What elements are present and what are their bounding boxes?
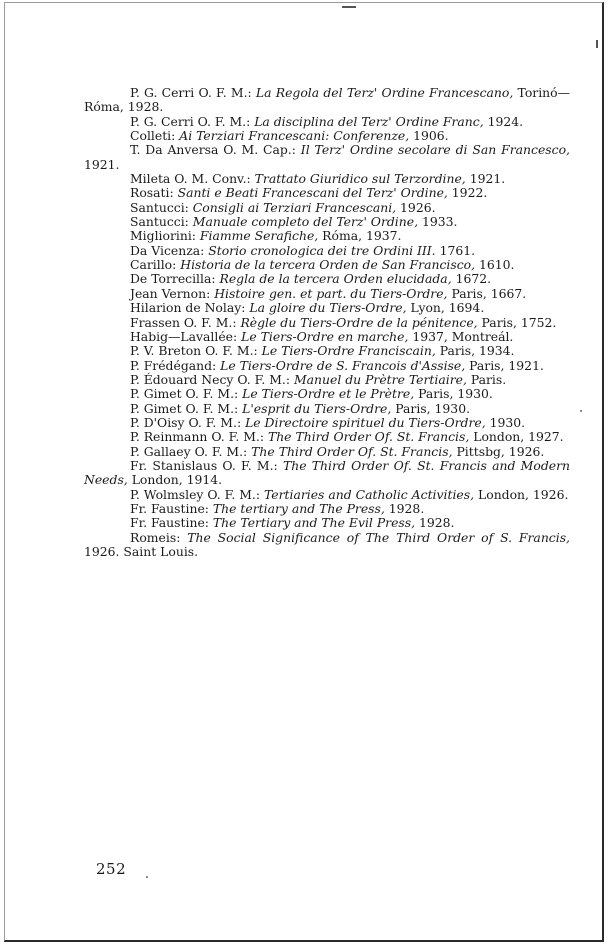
entry-title: Santi e Beati Francescani del Terz' Ordine, — [177, 185, 448, 201]
entry-author: Colleti: — [130, 128, 180, 144]
entry-title: The tertiary and The Press, — [212, 500, 385, 516]
entry-title: Ai Terziari Francescani: Conferenze, — [179, 128, 410, 144]
entry-author: Carillo: — [130, 257, 181, 273]
entry-publication: London, 1926. — [474, 486, 569, 502]
entry-author: Frassen O. F. M.: — [130, 314, 241, 330]
bibliography-entry — [84, 531, 570, 560]
entry-publication: 1921. — [465, 171, 506, 187]
entry-title: The Third Order Of. St. Francis and Modern Needs, — [84, 457, 570, 488]
entry-publication: 1933. — [418, 214, 458, 230]
entry-publication: Paris, 1752. — [477, 314, 557, 330]
bibliography-entry — [84, 287, 570, 301]
entry-publication: Pittsbg, 1926. — [452, 443, 545, 459]
scan-mark — [596, 40, 598, 48]
entry-author: Jean Vernon: — [130, 285, 215, 301]
bibliography-entry — [84, 445, 570, 459]
entry-author: P. Gimet O. F. M.: — [130, 386, 243, 402]
entry-publication: Paris. — [466, 371, 507, 387]
entry-title: Consigli ai Terziari Francescani, — [192, 199, 397, 215]
entry-title: Le Directoire spirituel du Tiers-Ordre, — [245, 414, 486, 430]
scan-speck — [580, 410, 582, 412]
bibliography-entry — [84, 402, 570, 416]
bibliography-entry — [84, 186, 570, 200]
bibliography-entry — [84, 516, 570, 530]
entry-author: Fr. Faustine: — [130, 515, 213, 531]
bibliography-entry — [84, 86, 570, 115]
entry-title: Le Tiers-Ordre en marche, — [241, 328, 409, 344]
entry-publication: London, 1914. — [127, 472, 223, 488]
entry-publication: 1926. Saint Louis. — [84, 544, 199, 559]
bibliography-entry — [84, 129, 570, 143]
entry-author: Habig—Lavallée: — [130, 328, 242, 344]
bibliography-entry — [84, 229, 570, 243]
entry-title: Règle du Tiers-Ordre de la pénitence, — [240, 314, 478, 330]
bibliography-entry — [84, 373, 570, 387]
entry-title: Trattato Giuridico sul Terzordine, — [254, 171, 466, 187]
entry-title: Le Tiers-Ordre de S. Francois d'Assise, — [220, 357, 466, 373]
entry-publication: Róma, 1937. — [318, 228, 402, 244]
entry-author: Hilarion de Nolay: — [130, 300, 250, 316]
bibliography-entry — [84, 488, 570, 502]
entry-author: P. Wolmsley O. F. M.: — [130, 486, 264, 502]
entry-title: La gloire du Tiers-Ordre, — [249, 300, 407, 316]
entry-title: L'esprit du Tiers-Ordre, — [242, 400, 392, 416]
entry-publication: 1922. — [447, 185, 488, 201]
entry-title: The Third Order Of. St. Francis, — [267, 429, 470, 445]
entry-publication: 1761. — [435, 242, 476, 258]
entry-author: Rosati: — [130, 185, 178, 201]
entry-author: P. G. Cerri O. F. M.: — [130, 85, 256, 100]
bibliography-entry — [84, 272, 570, 286]
entry-author: P. G. Cerri O. F. M.: — [130, 113, 255, 129]
bibliography-entry — [84, 459, 570, 488]
entry-title: Le Tiers-Ordre Franciscain, — [261, 343, 436, 359]
entry-author: Fr. Stanislaus O. F. M.: — [130, 457, 283, 473]
entry-title: Il Terz' Ordine secolare di San Francesco, — [300, 142, 570, 158]
bibliography-entry — [84, 330, 570, 344]
entry-author: Migliorini: — [130, 228, 200, 244]
bibliography-entry — [84, 244, 570, 258]
entry-author: T. Da Anversa O. M. Cap.: — [130, 142, 301, 158]
scan-speck — [146, 876, 148, 878]
entry-title: Manuale completo del Terz' Ordine, — [192, 214, 419, 230]
entry-publication: 1672. — [451, 271, 492, 287]
entry-author: Santucci: — [130, 214, 193, 230]
entry-title: Storio cronologica dei tre Ordini III. — [208, 242, 436, 258]
bibliography-entry — [84, 316, 570, 330]
entry-publication: Paris, 1930. — [414, 386, 493, 402]
entry-title: La disciplina del Terz' Ordine Franc, — [254, 113, 484, 129]
bibliography-entry — [84, 258, 570, 272]
entry-publication: 1921. — [84, 156, 120, 172]
entry-publication: Paris, 1930. — [391, 400, 471, 416]
bibliography-entry — [84, 215, 570, 229]
entry-publication: Paris, 1934. — [435, 343, 515, 359]
bibliography-entry — [84, 172, 570, 186]
entry-author: P. V. Breton O. F. M.: — [130, 343, 262, 359]
bibliography-entry — [84, 416, 570, 430]
bibliography-entry — [84, 387, 570, 401]
bibliography-entry — [84, 359, 570, 373]
entry-publication: 1937, Montreál. — [408, 328, 514, 344]
entry-author: Da Vicenza: — [130, 242, 209, 258]
page-number: 252 — [96, 860, 127, 878]
entry-publication: 1928. — [415, 515, 455, 531]
entry-title: The Social Significance of The Third Order of S. Francis, — [187, 529, 570, 545]
entry-title: The Tertiary and The Evil Press, — [212, 515, 416, 531]
entry-publication: 1926. — [396, 199, 436, 215]
entry-publication: 1928. — [384, 500, 425, 516]
bibliography-entry — [84, 430, 570, 444]
bibliography-entry — [84, 143, 570, 172]
entry-publication: 1930. — [485, 414, 526, 430]
entry-author: P. Frédégand: — [130, 357, 221, 373]
entry-title: La Regola del Terz' Ordine Francescano, — [255, 85, 514, 100]
entry-title: Fiamme Serafiche, — [199, 228, 319, 244]
entry-publication: London, 1927. — [469, 429, 564, 445]
entry-publication: Lyon, 1694. — [406, 300, 485, 316]
entry-author: Fr. Faustine: — [130, 500, 213, 516]
entry-author: Santucci: — [130, 199, 193, 215]
entry-author: P. Reinmann O. F. M.: — [130, 429, 268, 445]
entry-publication: 1610. — [475, 257, 515, 273]
entry-author: Romeis: — [130, 529, 188, 545]
entry-publication: 1924. — [483, 113, 524, 129]
entry-author: P. D'Oisy O. F. M.: — [130, 414, 246, 430]
bibliography-entry — [84, 301, 570, 315]
entry-author: P. Édouard Necy O. F. M.: — [130, 371, 294, 387]
entry-author: De Torrecilla: — [130, 271, 220, 287]
entry-author: P. Gimet O. F. M.: — [130, 400, 243, 416]
entry-author: Mileta O. M. Conv.: — [130, 171, 255, 187]
entry-title: Histoire gen. et part. du Tiers-Ordre, — [214, 285, 448, 301]
entry-publication: Paris, 1667. — [447, 285, 527, 301]
entry-publication: Paris, 1921. — [465, 357, 544, 373]
bibliography-list — [84, 86, 570, 559]
bibliography-entry — [84, 201, 570, 215]
entry-author: P. Gallaey O. F. M.: — [130, 443, 252, 459]
bibliography-entry — [84, 344, 570, 358]
bibliography-entry — [84, 502, 570, 516]
entry-title: Manuel du Prètre Tertiaire, — [293, 371, 467, 387]
entry-publication: Torinó—Róma, 1928. — [84, 85, 570, 115]
entry-title: Tertiaries and Catholic Activities, — [263, 486, 475, 502]
bibliography-entry — [84, 115, 570, 129]
entry-title: Historia de la tercera Orden de San Francisco, — [180, 257, 476, 273]
entry-title: The Third Order Of. St. Francis, — [251, 443, 453, 459]
scan-mark — [342, 6, 356, 8]
entry-title: Le Tiers-Ordre et le Prètre, — [242, 386, 415, 402]
entry-publication: 1906. — [409, 128, 449, 144]
entry-title: Regla de la tercera Orden elucidada, — [219, 271, 452, 287]
